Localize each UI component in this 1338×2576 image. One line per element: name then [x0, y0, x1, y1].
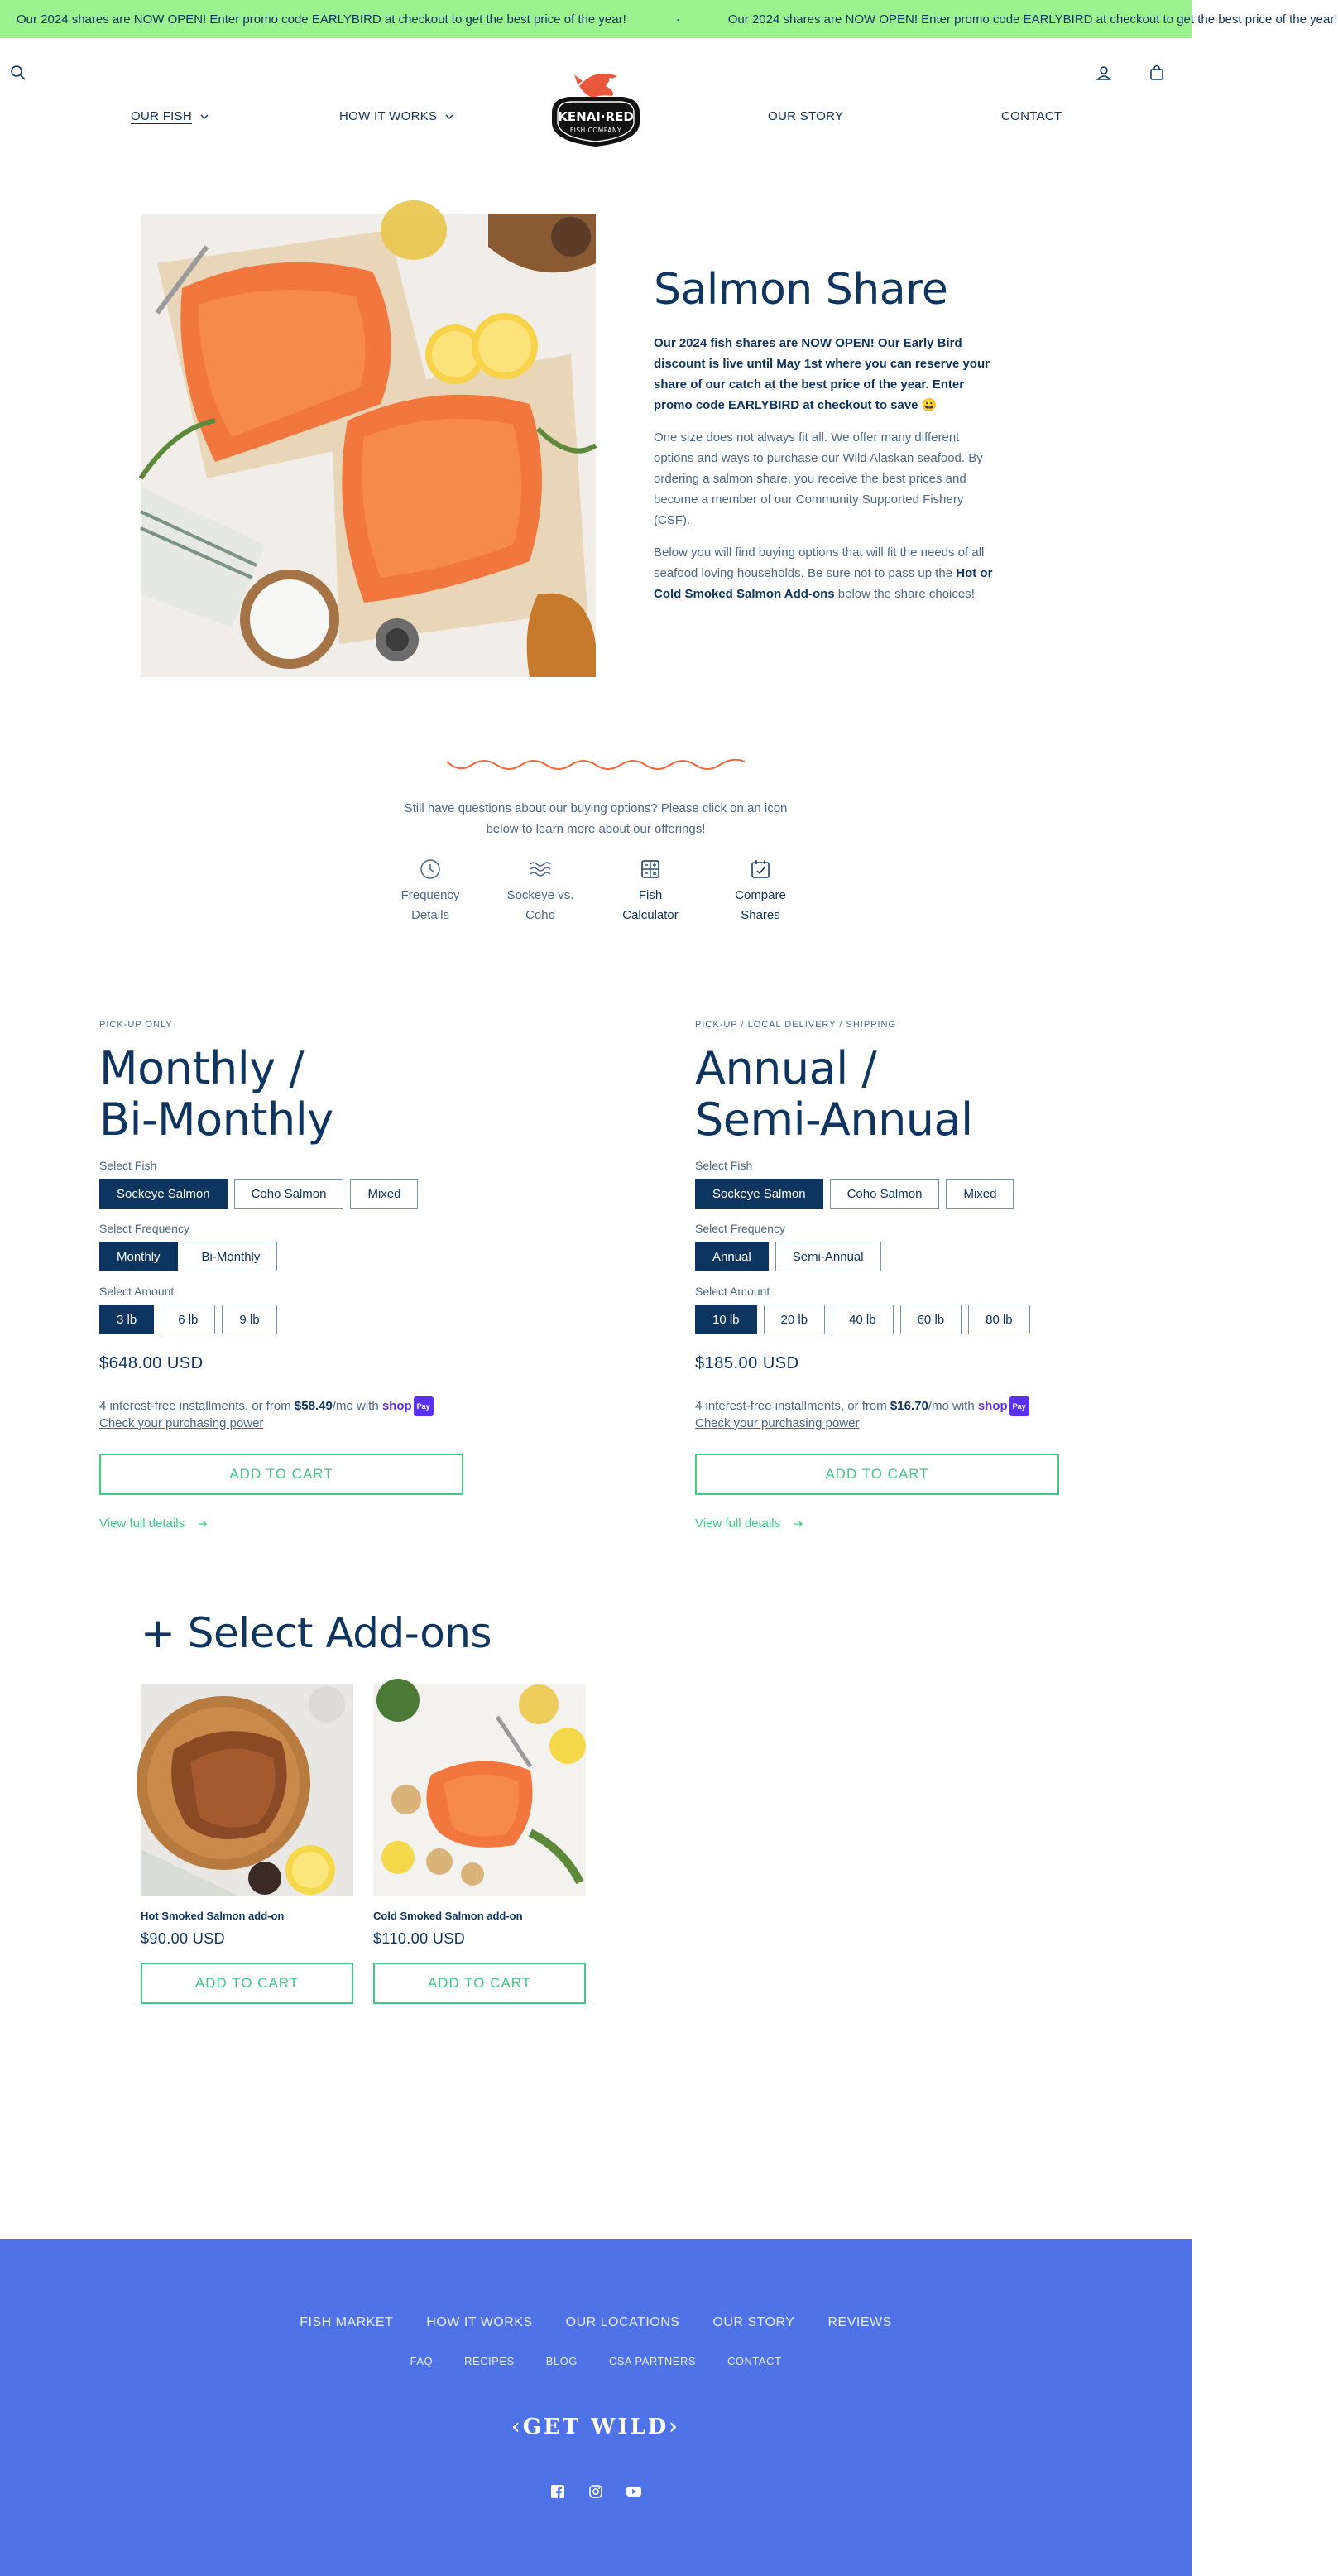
waves-icon	[495, 856, 586, 882]
cart-icon[interactable]	[1145, 61, 1168, 84]
fish-calculator-line1: Fish	[638, 888, 663, 902]
installments-a: 4 interest-free installments, or from	[99, 1398, 295, 1413]
installments-text	[99, 1396, 579, 1416]
sockeye-vs-coho-option[interactable]	[495, 856, 586, 925]
arrow-right-icon	[794, 1520, 803, 1528]
site-header	[0, 38, 1192, 154]
installments-b: /mo with	[928, 1398, 978, 1413]
view-full-details-label: View full details	[695, 1516, 781, 1531]
fish-calculator-option[interactable]	[605, 856, 696, 925]
fish-option-coho[interactable]: Coho Salmon	[830, 1179, 940, 1209]
youtube-icon[interactable]	[626, 2484, 641, 2499]
amount-option-3lb[interactable]: 3 lb	[99, 1305, 154, 1334]
footer-nav-secondary	[0, 2355, 1192, 2367]
logo-text-sub: FISH COMPANY	[569, 127, 622, 134]
clock-icon	[385, 856, 476, 882]
announcement-bar	[0, 0, 1338, 38]
select-amount-label: Select Amount	[99, 1285, 175, 1298]
product-annual	[695, 1020, 1175, 1531]
wave-divider	[445, 753, 746, 775]
compare-shares-line2: Shares	[741, 908, 780, 922]
sockeye-vs-coho-line2: Coho	[525, 908, 555, 922]
addon-card-cold-smoked	[373, 1684, 586, 2004]
compare-shares-line1: Compare	[735, 888, 786, 902]
installments-b: /mo with	[332, 1398, 382, 1413]
logo-text-main: KENAI·RED	[558, 109, 634, 124]
hero-text	[654, 265, 993, 616]
product-title-line1: Annual /	[695, 1042, 877, 1094]
select-frequency-label: Select Frequency	[99, 1222, 189, 1235]
installments-a: 4 interest-free installments, or from	[695, 1398, 890, 1413]
addon-card-hot-smoked	[141, 1684, 353, 2004]
frequency-details-line2: Details	[411, 908, 449, 922]
site-footer	[0, 2239, 1192, 2576]
shop-pay-badge: Pay	[1009, 1396, 1029, 1416]
footer-link-recipes[interactable]: RECIPES	[464, 2355, 515, 2367]
product-title-line1: Monthly /	[99, 1042, 305, 1094]
hot-smoked-salmon-image[interactable]	[141, 1684, 353, 1896]
addon-name[interactable]: Hot Smoked Salmon add-on	[141, 1910, 285, 1922]
amount-options	[99, 1305, 579, 1334]
add-to-cart-button[interactable]: ADD TO CART	[695, 1454, 1059, 1495]
calendar-check-icon	[715, 856, 806, 882]
calculator-icon	[605, 856, 696, 882]
footer-link-reviews[interactable]: REVIEWS	[827, 2315, 892, 2329]
footer-tagline: ‹GET WILD›	[511, 2415, 680, 2439]
nav-our-story-label: OUR STORY	[768, 109, 844, 123]
fish-option-sockeye[interactable]: Sockeye Salmon	[695, 1179, 823, 1209]
facebook-icon[interactable]	[550, 2484, 565, 2499]
select-amount-label: Select Amount	[695, 1285, 770, 1298]
nav-our-fish-label: OUR FISH	[131, 109, 193, 123]
product-price: $185.00 USD	[695, 1354, 799, 1372]
fish-options	[695, 1179, 1175, 1209]
announcement-separator: ·	[675, 12, 680, 26]
announcement-text: Our 2024 shares are NOW OPEN! Enter promo code EARLYBIRD at checkout to get the best price of the year!	[17, 12, 626, 26]
nav-contact[interactable]	[1001, 109, 1062, 123]
view-full-details-link[interactable]	[695, 1516, 1175, 1531]
hero-image	[141, 214, 596, 677]
product-title-line2: Semi-Annual	[695, 1093, 973, 1146]
promo-text: Our 2024 fish shares are NOW OPEN! Our Early Bird discount is live until May 1st where you can reserve your share of our catch at the best price of the year. Enter promo code EARLYBIRD at checkout to save 😀	[654, 336, 990, 412]
frequency-option-monthly[interactable]: Monthly	[99, 1242, 178, 1271]
product-eyebrow: PICK-UP ONLY	[99, 1020, 173, 1030]
arrow-right-icon	[198, 1520, 208, 1528]
frequency-options	[695, 1242, 1175, 1271]
amount-option-40lb[interactable]: 40 lb	[832, 1305, 894, 1334]
amount-option-80lb[interactable]: 80 lb	[968, 1305, 1030, 1334]
frequency-details-line1: Frequency	[400, 888, 460, 902]
frequency-option-semiannual[interactable]: Semi-Annual	[775, 1242, 881, 1271]
frequency-options	[99, 1242, 579, 1271]
nav-how-it-works-label: HOW IT WORKS	[339, 109, 438, 123]
fish-options	[99, 1179, 579, 1209]
footer-link-contact[interactable]: CONTACT	[727, 2355, 782, 2367]
fish-calculator-line2: Calculator	[622, 908, 679, 922]
chevron-down-icon	[200, 114, 209, 119]
frequency-option-bimonthly[interactable]: Bi-Monthly	[185, 1242, 278, 1271]
nav-our-story[interactable]	[768, 109, 843, 123]
installments-amount: $58.49	[294, 1398, 333, 1413]
info-text: Still have questions about our buying options? Please click on an icon below to learn more about our offerings!	[404, 801, 788, 836]
footer-link-our-story[interactable]: OUR STORY	[712, 2315, 795, 2329]
amount-option-60lb[interactable]: 60 lb	[900, 1305, 962, 1334]
product-eyebrow: PICK-UP / LOCAL DELIVERY / SHIPPING	[695, 1020, 897, 1030]
amount-options	[695, 1305, 1175, 1334]
installments-amount: $16.70	[890, 1398, 928, 1413]
addon-price: $90.00 USD	[141, 1930, 226, 1947]
cold-smoked-salmon-image[interactable]	[373, 1684, 586, 1896]
amount-option-9lb[interactable]: 9 lb	[222, 1305, 276, 1334]
fish-option-sockeye[interactable]: Sockeye Salmon	[99, 1179, 228, 1209]
product-title-line2: Bi-Monthly	[99, 1093, 333, 1146]
product-title	[99, 1043, 579, 1146]
footer-nav-primary	[0, 2315, 1192, 2330]
installments-text	[695, 1396, 1175, 1416]
footer-link-our-locations[interactable]: OUR LOCATIONS	[565, 2315, 680, 2329]
nav-how-it-works[interactable]	[339, 109, 453, 123]
nav-our-fish[interactable]	[131, 109, 209, 123]
fish-option-mixed[interactable]: Mixed	[350, 1179, 418, 1209]
product-title	[695, 1043, 1175, 1146]
amount-option-20lb[interactable]: 20 lb	[764, 1305, 826, 1334]
fish-option-coho[interactable]: Coho Salmon	[234, 1179, 344, 1209]
instagram-icon[interactable]	[588, 2484, 603, 2499]
hero-paragraph-1: One size does not always fit all. We offer many different options and ways to purchase our Wild Alaskan seafood. By ordering a salmon share, you receive the best prices and become a member of our Community Supported Fishery (CSF).	[654, 430, 983, 527]
chevron-down-icon	[445, 114, 453, 119]
product-monthly	[99, 1020, 579, 1531]
add-to-cart-button[interactable]: ADD TO CART	[141, 1963, 353, 2004]
select-frequency-label: Select Frequency	[695, 1222, 785, 1235]
select-fish-label: Select Fish	[99, 1159, 157, 1172]
hero-paragraph-2-b: below the share choices!	[834, 587, 975, 601]
view-full-details-label: View full details	[99, 1516, 185, 1531]
add-to-cart-button[interactable]: ADD TO CART	[99, 1454, 463, 1495]
addon-name[interactable]: Cold Smoked Salmon add-on	[373, 1910, 523, 1922]
page-title: Salmon Share	[654, 265, 948, 315]
frequency-details-option[interactable]	[385, 856, 476, 925]
compare-shares-option[interactable]	[715, 856, 806, 925]
footer-link-how-it-works[interactable]: HOW IT WORKS	[426, 2315, 533, 2329]
hero-paragraph-2-a: Below you will find buying options that will fit the needs of all seafood loving households. Be sure not to pass up the	[654, 545, 985, 580]
footer-link-fish-market[interactable]: FISH MARKET	[300, 2315, 394, 2329]
amount-option-6lb[interactable]: 6 lb	[161, 1305, 215, 1334]
search-icon[interactable]	[7, 61, 30, 84]
addon-price: $110.00 USD	[373, 1930, 466, 1947]
shop-pay-logo: shop	[977, 1398, 1008, 1413]
account-icon[interactable]	[1092, 61, 1115, 84]
footer-link-csa-partners[interactable]: CSA PARTNERS	[608, 2355, 697, 2367]
footer-link-blog[interactable]: BLOG	[545, 2355, 578, 2367]
footer-link-faq[interactable]: FAQ	[410, 2355, 434, 2367]
site-logo[interactable]	[546, 61, 645, 151]
addons-title: + Select Add-ons	[141, 1609, 492, 1657]
hero-paragraph-2	[654, 542, 993, 604]
shop-pay-logo: shop	[381, 1398, 412, 1413]
add-to-cart-button[interactable]: ADD TO CART	[373, 1963, 586, 2004]
sockeye-vs-coho-line1: Sockeye vs.	[506, 888, 574, 902]
shop-pay-badge: Pay	[414, 1396, 434, 1416]
product-price: $648.00 USD	[99, 1354, 204, 1372]
social-links	[0, 2484, 1192, 2499]
nav-contact-label: CONTACT	[1001, 109, 1062, 123]
select-fish-label: Select Fish	[695, 1159, 753, 1172]
amount-option-10lb[interactable]: 10 lb	[695, 1305, 757, 1334]
check-purchasing-power-link[interactable]: Check your purchasing power	[695, 1416, 860, 1430]
announcement-text-repeat: Our 2024 shares are NOW OPEN! Enter promo code EARLYBIRD at checkout to get the best price of the year!	[727, 12, 1338, 26]
fish-option-mixed[interactable]: Mixed	[946, 1179, 1014, 1209]
check-purchasing-power-link[interactable]: Check your purchasing power	[99, 1416, 264, 1430]
frequency-option-annual[interactable]: Annual	[695, 1242, 769, 1271]
view-full-details-link[interactable]	[99, 1516, 579, 1531]
hero-paragraph-2-bold: Hot or Cold Smoked Salmon Add-ons	[654, 566, 993, 601]
